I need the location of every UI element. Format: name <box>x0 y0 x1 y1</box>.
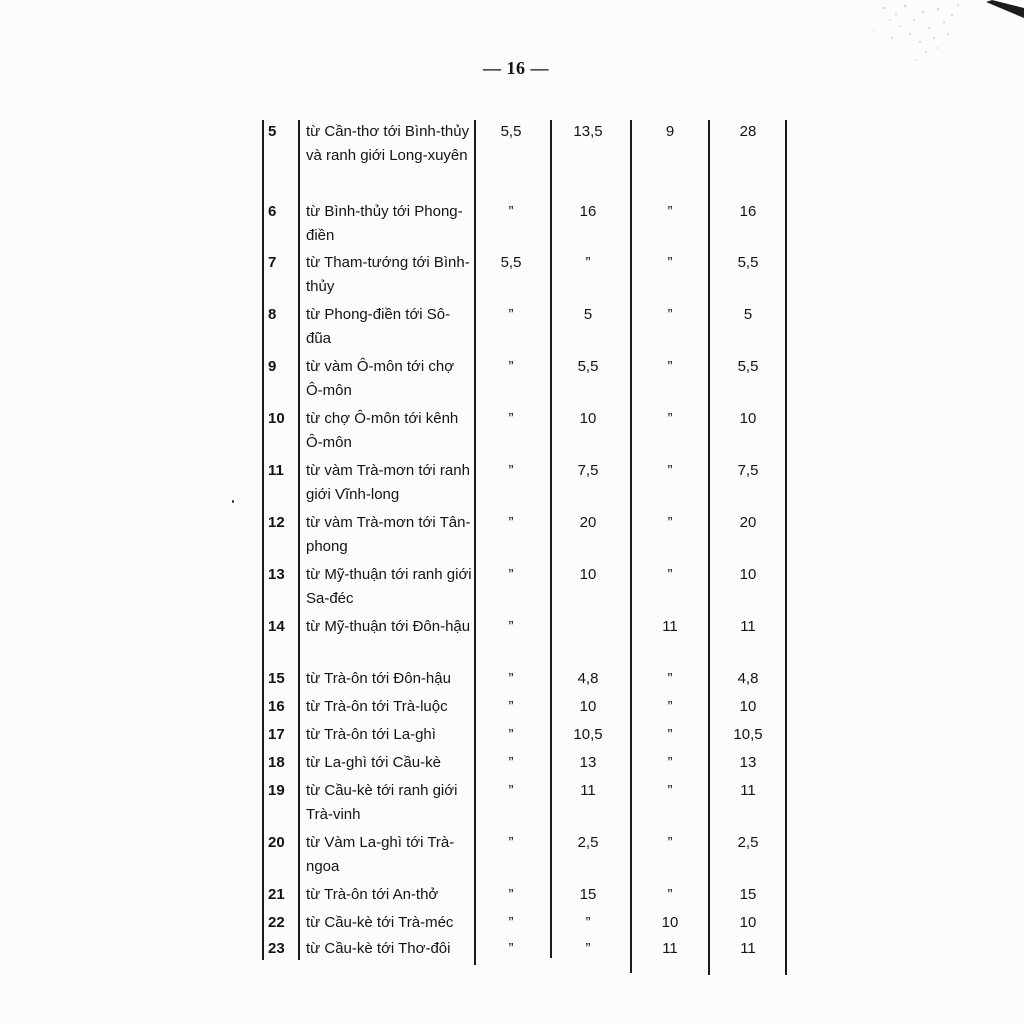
value-col-2: 10,5 <box>573 726 603 743</box>
value-col-1: ” <box>508 886 514 903</box>
table-border-left <box>262 120 264 960</box>
row-number: 18 <box>268 754 285 771</box>
route-description: từ Trà-ôn tới An-thở <box>306 886 439 903</box>
value-col-2: 13,5 <box>573 123 603 140</box>
value-col-3: 11 <box>662 940 678 957</box>
row-number: 5 <box>268 123 277 140</box>
row-number: 20 <box>268 834 285 851</box>
route-description: từ Trà-ôn tới Đôn-hậu <box>306 670 451 687</box>
row-number: 11 <box>268 462 284 479</box>
value-col-1: ” <box>508 670 514 687</box>
value-col-1: ” <box>508 914 514 931</box>
value-col-3: 11 <box>662 618 678 635</box>
value-col-4: 15 <box>739 886 757 903</box>
value-col-4: 13 <box>739 754 757 771</box>
page-number: — 16 — <box>483 58 549 78</box>
value-col-2: 10 <box>579 566 597 583</box>
value-col-4: 20 <box>739 514 757 531</box>
value-col-4: 5 <box>743 306 753 323</box>
value-col-4: 10 <box>739 566 757 583</box>
value-col-1: ” <box>508 698 514 715</box>
value-col-4: 4,8 <box>737 670 759 687</box>
route-description: từ Trà-ôn tới Trà-luộc <box>306 698 448 715</box>
row-number: 7 <box>268 254 277 271</box>
value-col-3: ” <box>667 566 673 583</box>
value-col-2: ” <box>585 254 591 271</box>
value-col-3: ” <box>667 410 673 427</box>
value-col-3: ” <box>667 698 673 715</box>
value-col-3: ” <box>667 834 673 851</box>
value-col-3: ” <box>667 670 673 687</box>
value-col-2: 5,5 <box>577 358 599 375</box>
route-description: từ Cầu-kè tới Thơ-đôi <box>306 940 451 957</box>
value-col-2: 16 <box>579 203 597 220</box>
value-col-2: ” <box>585 940 591 957</box>
value-col-4: 28 <box>739 123 757 140</box>
value-col-3: ” <box>667 886 673 903</box>
table-column-divider <box>298 120 300 960</box>
value-col-1: ” <box>508 618 514 635</box>
value-col-1: ” <box>508 203 514 220</box>
value-col-4: 7,5 <box>737 462 759 479</box>
route-description: từ Phong-điền tới Sô-đũa <box>306 306 451 347</box>
row-number: 6 <box>268 203 277 220</box>
route-description: từ chợ Ô-môn tới kênh Ô-môn <box>306 410 459 451</box>
value-col-1: ” <box>508 940 514 957</box>
distance-table <box>262 120 787 965</box>
value-col-1: ” <box>508 410 514 427</box>
value-col-4: 10,5 <box>733 726 763 743</box>
value-col-4: 11 <box>740 940 756 957</box>
value-col-2: 11 <box>580 782 596 799</box>
value-col-2: 10 <box>579 410 597 427</box>
value-col-4: 10 <box>739 698 757 715</box>
value-col-4: 5,5 <box>737 358 759 375</box>
value-col-2: 2,5 <box>577 834 599 851</box>
route-description: từ Mỹ-thuận tới Đôn-hậu <box>306 618 471 635</box>
value-col-4: 16 <box>739 203 757 220</box>
value-col-3: ” <box>667 254 673 271</box>
row-number: 10 <box>268 410 285 427</box>
value-col-3: 10 <box>661 914 679 931</box>
stray-ink-dot <box>232 500 234 503</box>
value-col-2: 20 <box>579 514 597 531</box>
value-col-1: ” <box>508 462 514 479</box>
value-col-1: ” <box>508 566 514 583</box>
value-col-1: ” <box>508 358 514 375</box>
route-description: từ Trà-ôn tới La-ghì <box>306 726 436 743</box>
value-col-2: ” <box>585 914 591 931</box>
value-col-4: 10 <box>739 914 757 931</box>
value-col-4: 10 <box>739 410 757 427</box>
value-col-1: 5,5 <box>500 123 522 140</box>
row-number: 8 <box>268 306 277 323</box>
value-col-1: ” <box>508 306 514 323</box>
value-col-1: ” <box>508 514 514 531</box>
row-number: 12 <box>268 514 285 531</box>
value-col-3: ” <box>667 203 673 220</box>
route-description: từ Bình-thủy tới Phong-điền <box>306 203 463 244</box>
value-col-1: 5,5 <box>500 254 522 271</box>
row-number: 17 <box>268 726 285 743</box>
row-number: 16 <box>268 698 285 715</box>
value-col-3: ” <box>667 462 673 479</box>
value-col-3: ” <box>667 514 673 531</box>
route-description: từ Mỹ-thuận tới ranh giới Sa-đéc <box>306 566 472 607</box>
value-col-3: ” <box>667 726 673 743</box>
row-number: 14 <box>268 618 285 635</box>
route-description: từ Cần-thơ tới Bình-thủy và ranh giới Long-xuyên <box>306 123 470 164</box>
value-col-2: 13 <box>579 754 597 771</box>
row-number: 21 <box>268 886 285 903</box>
value-col-3: ” <box>667 358 673 375</box>
route-description: từ Cầu-kè tới ranh giới Trà-vinh <box>306 782 458 823</box>
value-col-4: 11 <box>740 782 756 799</box>
value-col-3: ” <box>667 782 673 799</box>
value-col-2: 5 <box>583 306 593 323</box>
row-number: 23 <box>268 940 285 957</box>
value-col-4: 11 <box>740 618 756 635</box>
route-description: từ Tham-tướng tới Bình-thủy <box>306 254 470 295</box>
route-description: từ vàm Trà-mơn tới Tân-phong <box>306 514 471 555</box>
value-col-1: ” <box>508 754 514 771</box>
row-number: 22 <box>268 914 285 931</box>
value-col-1: ” <box>508 782 514 799</box>
route-description: từ Cầu-kè tới Trà-méc <box>306 914 454 931</box>
route-description: từ La-ghì tới Cầu-kè <box>306 754 441 771</box>
value-col-1: ” <box>508 834 514 851</box>
value-col-4: 5,5 <box>737 254 759 271</box>
value-col-2: 10 <box>579 698 597 715</box>
value-col-3: 9 <box>665 123 675 140</box>
value-col-2: 7,5 <box>577 462 599 479</box>
value-col-4: 2,5 <box>737 834 759 851</box>
route-description: từ Vàm La-ghì tới Trà-ngoa <box>306 834 455 875</box>
value-col-1: ” <box>508 726 514 743</box>
row-number: 15 <box>268 670 285 687</box>
value-col-3: ” <box>667 306 673 323</box>
row-number: 19 <box>268 782 285 799</box>
value-col-3: ” <box>667 754 673 771</box>
route-description: từ vàm Trà-mơn tới ranh giới Vĩnh-long <box>306 462 470 503</box>
value-col-2: 4,8 <box>577 670 599 687</box>
value-col-2: 15 <box>579 886 597 903</box>
scan-smudge-mark <box>724 0 1024 130</box>
row-number: 13 <box>268 566 285 583</box>
row-number: 9 <box>268 358 277 375</box>
route-description: từ vàm Ô-môn tới chợ Ô-môn <box>306 358 455 399</box>
